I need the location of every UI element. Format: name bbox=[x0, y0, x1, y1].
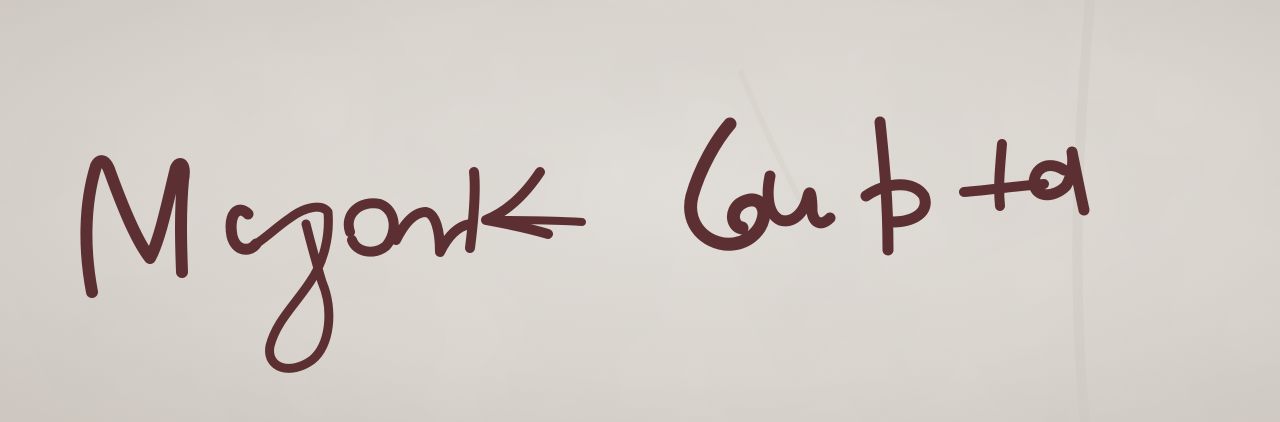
signature-stroke-k bbox=[470, 172, 548, 248]
signature-stroke-m bbox=[86, 161, 183, 292]
signature-stroke-n bbox=[396, 212, 470, 252]
signature-stroke-u bbox=[768, 176, 830, 223]
signature-stroke-b bbox=[866, 122, 925, 250]
signature-stroke-g bbox=[691, 124, 764, 244]
signature-stroke-bar bbox=[494, 220, 582, 222]
signature-stroke-a bbox=[349, 203, 394, 251]
signature-stroke-y bbox=[256, 207, 329, 368]
